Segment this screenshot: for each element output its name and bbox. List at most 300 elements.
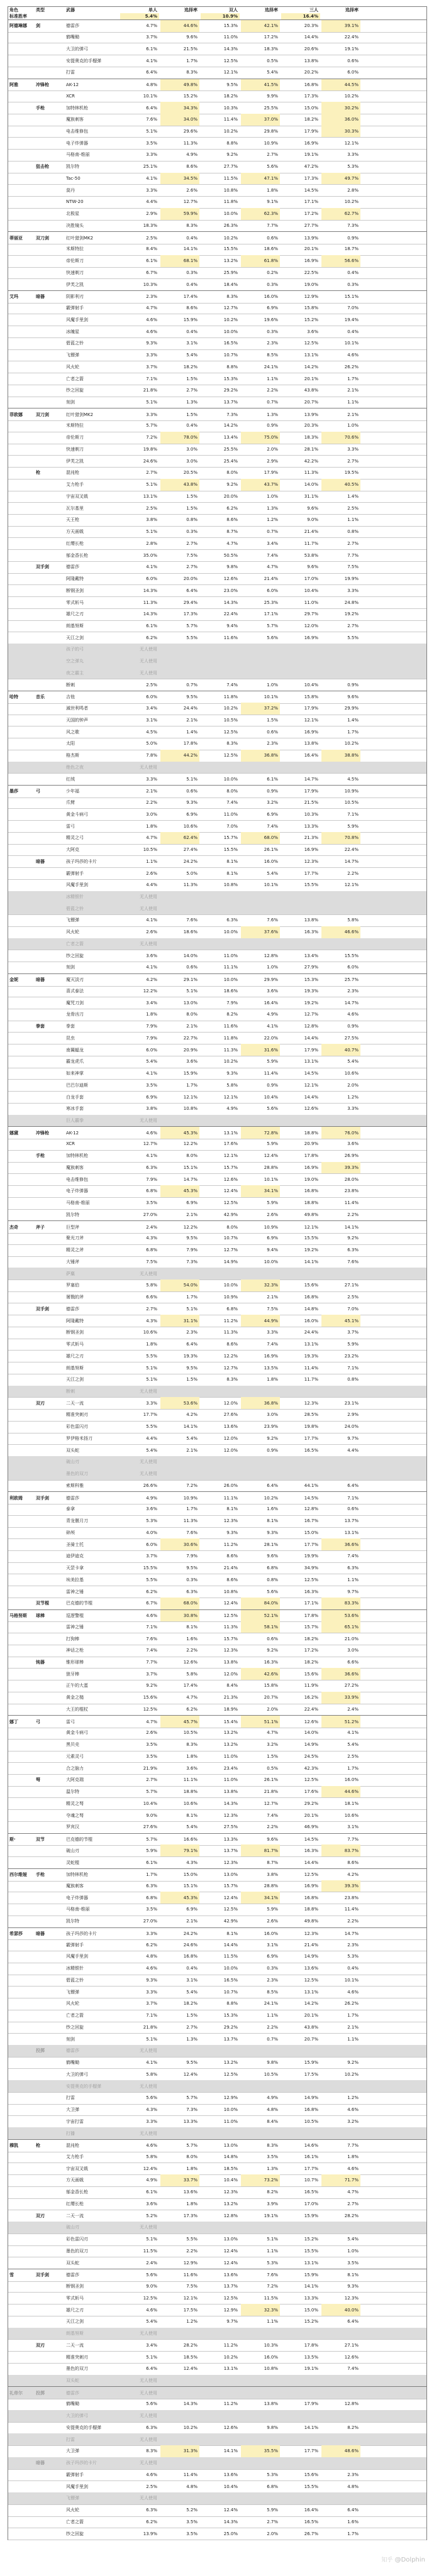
cell-solo-rate: 6.4% (186, 588, 198, 593)
cell-trio: 12.3% (304, 858, 318, 864)
cell-type (36, 2104, 64, 2116)
cell-weapon: 打雷 (66, 2095, 75, 2101)
cell-role (9, 1303, 35, 1315)
cell-solo: 25.1% (143, 164, 157, 170)
cell-trio: 15.5% (304, 882, 318, 888)
cell-type (36, 420, 64, 432)
table-row (8, 408, 426, 421)
cell-duo: 15.5% (223, 246, 238, 252)
cell-trio-rate (321, 2045, 360, 2057)
cell-role (9, 2457, 35, 2469)
table-row (8, 2115, 426, 2128)
cell-duo: 11.2% (223, 2342, 238, 2348)
cell-solo-rate: 17.4% (183, 294, 198, 300)
cell-trio-rate: 11.4% (344, 1907, 359, 1912)
cell-type (36, 1091, 64, 1103)
cell-duo: 13.2% (223, 1730, 238, 1736)
cell-trio-rate: 1.7% (347, 1765, 359, 1771)
table-row (8, 1809, 426, 1822)
cell-trio-rate: 7.1% (347, 1495, 359, 1501)
cell-weapon: 决胜镜头 (66, 222, 84, 228)
cell-duo-rate: 6.9% (267, 1954, 278, 1959)
cell-role (9, 102, 35, 114)
cell-duo: 27.5% (223, 1824, 238, 1830)
cell-weapon: 纱之回旋 (66, 2024, 84, 2030)
cell-duo: 9.5% (226, 82, 238, 88)
table-row (8, 2198, 426, 2211)
cell-solo-rate: 4.7% (186, 1695, 198, 1701)
cell-duo: 12.0% (223, 1435, 238, 1441)
cell-solo-rate (160, 938, 199, 950)
cell-duo-rate: 5.6% (267, 164, 278, 170)
cell-solo-rate (160, 1386, 199, 1398)
cell-duo: 12.2% (223, 1353, 238, 1359)
cell-duo-rate: 7.6% (267, 918, 278, 923)
cell-type (36, 2375, 64, 2387)
table-row (8, 479, 426, 491)
cell-trio-rate: 2.4% (347, 1706, 359, 1712)
cell-type (36, 1645, 64, 1657)
cell-solo-rate: 1.3% (186, 2036, 198, 2042)
cell-role: 西尔维娅 (9, 1872, 27, 1878)
cell-role (9, 302, 35, 314)
table-row (8, 2516, 426, 2529)
cell-solo-rate: 20.9% (183, 1047, 198, 1053)
cell-trio-rate: 9.7% (347, 1589, 359, 1594)
cell-trio: 17.5% (304, 2071, 318, 2077)
cell-solo: 4.1% (146, 175, 157, 181)
cell-role (9, 879, 35, 891)
cell-trio-rate (321, 667, 360, 679)
cell-solo: 3.5% (146, 140, 157, 146)
cell-duo: 10.8% (223, 1589, 238, 1594)
cell-type (36, 2162, 64, 2174)
cell-duo-rate: 4.9% (267, 1012, 278, 1017)
cell-weapon: 雄尺之刃 (66, 2307, 84, 2313)
table-row (8, 2222, 426, 2234)
table-row (8, 1444, 426, 1457)
cell-trio: 18.8% (304, 1130, 318, 1136)
cell-role (9, 1068, 35, 1080)
cell-role (9, 137, 35, 149)
cell-trio-rate: 6.4% (347, 2507, 359, 2513)
cell-weapon: 彩色雷闪刃 (66, 1424, 88, 1430)
cell-duo-rate: 72.8% (241, 1127, 280, 1139)
cell-type (36, 1621, 64, 1633)
cell-duo-rate: 1.0% (267, 682, 278, 688)
cell-type (36, 361, 64, 373)
cell-duo-rate: 0.9% (267, 423, 278, 429)
cell-weapon: 凯尔特 (66, 1919, 79, 1924)
cell-role (9, 1091, 35, 1103)
watermark-author: @Dolphin (394, 2557, 425, 2563)
cell-duo: 25.0% (223, 2531, 238, 2536)
table-row (8, 208, 426, 221)
cell-trio-rate: 28.2% (344, 2213, 359, 2218)
cell-type: 手枪 (36, 1153, 45, 1159)
cell-role (9, 526, 35, 538)
cell-trio: 14.5% (304, 187, 318, 193)
cell-trio: 13.3% (304, 2295, 318, 2301)
cell-duo-rate: 62.3% (241, 208, 280, 220)
standard-duo: 10.9% (201, 13, 240, 19)
table-row (8, 126, 426, 138)
cell-solo: 21.8% (143, 2024, 157, 2030)
cell-weapon: 米斯特拉 (66, 246, 84, 252)
cell-duo: 14.3% (223, 600, 238, 605)
cell-role (9, 1021, 35, 1033)
cell-weapon: 混沌枪 (66, 470, 79, 476)
table-row (8, 2328, 426, 2340)
cell-trio: 17.9% (304, 706, 318, 711)
cell-duo: 27.6% (223, 1412, 238, 1418)
cell-duo-rate: 8.5% (267, 1989, 278, 1995)
cell-weapon: 朗基努斯 (66, 623, 84, 628)
cell-weapon: 风魔手里剑 (66, 1954, 88, 1959)
cell-role (9, 267, 35, 279)
cell-solo: 4.4% (146, 882, 157, 888)
cell-solo: 2.7% (146, 1306, 157, 1312)
cell-solo-rate: 15.9% (183, 1071, 198, 1077)
cell-weapon: 断钢圣剑 (66, 588, 84, 593)
cell-duo: 18.2% (223, 93, 238, 99)
cell-duo-rate: 0.7% (267, 529, 278, 535)
cell-duo-rate: 2.6% (267, 1212, 278, 1217)
cell-trio: 12.1% (304, 1082, 318, 1088)
cell-duo-rate: 16.0% (264, 294, 278, 300)
table-row (8, 914, 426, 927)
cell-duo-rate: 9.2% (267, 1435, 278, 1441)
table-row (8, 879, 426, 892)
cell-solo: 3.8% (146, 1106, 157, 1112)
table-row (8, 1280, 426, 1292)
cell-role: 斯· (9, 1837, 16, 1843)
cell-role (9, 2233, 35, 2245)
table-row (8, 1386, 426, 1398)
cell-solo-rate: 5.2% (186, 2507, 198, 2513)
cell-weapon: 大卫的弹弓 (66, 2413, 88, 2419)
cell-trio-rate: 70.8% (321, 832, 360, 844)
table-row (8, 596, 426, 609)
table-row (8, 444, 426, 456)
cell-solo-rate (160, 2410, 199, 2422)
cell-duo: 11.5% (223, 1954, 238, 1959)
cell-weapon: 绝色之夜 (66, 764, 84, 770)
cell-solo-rate: 30.6% (160, 1538, 199, 1550)
cell-solo-rate (160, 2433, 199, 2445)
cell-role (9, 1975, 35, 1987)
cell-trio: 14.0% (304, 482, 318, 488)
cell-trio-rate: 62.7% (321, 208, 360, 220)
cell-weapon: 风魔手里剑 (66, 2484, 88, 2489)
cell-weapon: 元素灵弓 (66, 1753, 84, 1759)
cell-solo: 5.6% (146, 2401, 157, 2407)
table-row (8, 2162, 426, 2175)
cell-solo-rate: 0.8% (186, 517, 198, 523)
cell-solo: 7.4% (146, 1648, 157, 1653)
table-row (8, 1998, 426, 2010)
cell-type (36, 726, 64, 738)
cell-solo: 5.1% (146, 1365, 157, 1371)
cell-weapon: 巨人霸拳 (66, 1118, 84, 1124)
cell-trio: 14.4% (304, 1860, 318, 1865)
cell-trio-rate: 40.0% (321, 2304, 360, 2316)
cell-duo-rate: 1.5% (267, 717, 278, 723)
cell-trio: 34.9% (304, 1565, 318, 1571)
cell-weapon: 二天一流 (66, 2213, 84, 2218)
cell-trio: 20.1% (304, 376, 318, 381)
cell-type (36, 1103, 64, 1115)
cell-duo: 13.7% (223, 1848, 238, 1853)
cell-type (36, 1362, 64, 1374)
table-row (8, 314, 426, 326)
cell-solo: 3.7% (146, 35, 157, 40)
cell-duo: 14.3% (223, 1800, 238, 1806)
cell-duo: 42.9% (223, 1212, 238, 1217)
cell-duo-rate: 37.6% (241, 926, 280, 938)
cell-trio-rate: 1.4% (347, 493, 359, 499)
cell-weapon: 黑贝壳 (66, 1742, 79, 1748)
cell-solo: 1.7% (146, 1872, 157, 1878)
cell-role (9, 2339, 35, 2351)
cell-role (9, 2186, 35, 2198)
cell-role (9, 2422, 35, 2434)
cell-weapon: Tac-50 (66, 175, 81, 181)
na-label: 无人使用 (140, 906, 157, 911)
cell-duo-rate: 11.5% (264, 2295, 278, 2301)
table-row (8, 573, 426, 586)
cell-role (9, 184, 35, 196)
cell-trio-rate: 13.1% (344, 1530, 359, 1535)
cell-trio (281, 2433, 320, 2445)
cell-trio-rate: 2.2% (347, 1919, 359, 1924)
cell-solo: 3.3% (146, 1400, 157, 1406)
table-row (8, 950, 426, 962)
cell-type: 手枪 (36, 105, 45, 111)
cell-weapon: 凯尔特 (66, 164, 79, 170)
cell-duo: 11.2% (223, 1318, 238, 1324)
table-row (8, 2304, 426, 2316)
cell-trio-rate: 1.0% (347, 2248, 359, 2254)
cell-type: 暗器 (36, 977, 45, 983)
cell-trio-rate: 18.1% (344, 1800, 359, 1806)
cell-duo: 12.5% (223, 729, 238, 735)
cell-trio-rate: 12.6% (344, 2354, 359, 2360)
cell-solo: 3.5% (146, 1742, 157, 1748)
cell-solo: 5.8% (146, 1283, 157, 1288)
na-label: 无人使用 (140, 2436, 157, 2442)
cell-trio-rate: 83.3% (321, 1598, 360, 1609)
cell-duo-rate: 9.3% (267, 1530, 278, 1535)
cell-role (9, 1433, 35, 1445)
cell-weapon: 电击维修包 (66, 1176, 88, 1182)
cell-type (36, 1704, 64, 1716)
cell-type: 弓 (36, 1719, 40, 1724)
cell-weapon: 风火轮 (66, 2507, 79, 2513)
cell-trio (281, 644, 320, 655)
cell-trio-rate (321, 1115, 360, 1127)
cell-role (9, 549, 35, 561)
table-row (8, 750, 426, 762)
cell-weapon: 魔咒刀剑 (66, 1000, 84, 1006)
cell-role (9, 2410, 35, 2422)
cell-duo-rate (241, 2080, 280, 2092)
cell-trio: 10.5% (304, 2118, 318, 2124)
cell-role (9, 514, 35, 526)
cell-solo: 4.4% (146, 1435, 157, 1441)
cell-solo: 2.4% (146, 1224, 157, 1230)
cell-duo: 13.6% (223, 2272, 238, 2278)
cell-duo: 10.0% (223, 1283, 238, 1288)
cell-trio: 12.8% (304, 1506, 318, 1512)
cell-weapon: 朗基努斯 (66, 2331, 84, 2337)
cell-weapon: 大卫的弹弓 (66, 2071, 88, 2077)
cell-type: 双刃 (36, 2213, 45, 2218)
cell-role (9, 844, 35, 856)
cell-solo: 4.4% (146, 199, 157, 205)
cell-trio-rate: 1.2% (347, 1094, 359, 1100)
table-row (8, 2151, 426, 2164)
cell-type (36, 1244, 64, 1256)
cell-role (9, 820, 35, 832)
cell-solo: 7.9% (146, 1024, 157, 1029)
cell-duo: 8.0% (226, 789, 238, 794)
cell-trio-rate (321, 2492, 360, 2504)
table-row (8, 1739, 426, 1751)
cell-trio (281, 2045, 320, 2057)
cell-weapon: 喜式泰法 (66, 988, 84, 994)
cell-duo: 6.2% (226, 505, 238, 511)
cell-role (9, 773, 35, 785)
cell-weapon: 电子炸弹器 (66, 1188, 88, 1194)
cell-role (9, 1657, 35, 1669)
cell-trio (281, 1456, 320, 1468)
cell-role (9, 620, 35, 632)
cell-trio-rate: 27.1% (344, 1283, 359, 1288)
cell-weapon: 聚光刀斧 (66, 1236, 84, 1241)
cell-trio: 15.0% (304, 1530, 318, 1535)
table-row (8, 867, 426, 880)
cell-solo: 4.6% (146, 2307, 157, 2313)
na-label: 无人使用 (140, 2496, 157, 2501)
table-row (8, 397, 426, 409)
cell-weapon: 孩子玛莎的卡片 (66, 1931, 97, 1936)
cell-trio-rate: 65.1% (321, 1621, 360, 1633)
cell-duo-rate: 17.2% (264, 35, 278, 40)
cell-type: 双节 (36, 1837, 45, 1843)
cell-trio-rate: 13.7% (344, 1518, 359, 1524)
cell-duo: 11.3% (223, 1047, 238, 1053)
cell-type (36, 55, 64, 67)
cell-type: 暗器 (36, 294, 45, 300)
cell-duo-rate: 37.2% (241, 703, 280, 715)
cell-solo-rate: 5.0% (186, 870, 198, 876)
table-row (8, 1374, 426, 1386)
cell-role (9, 2304, 35, 2316)
cell-solo-rate: 5.5% (186, 2237, 198, 2242)
cell-duo: 12.3% (223, 1648, 238, 1653)
table-row (8, 726, 426, 738)
na-label: 无人使用 (140, 2390, 157, 2396)
header-duo-rate: 选择率 (265, 8, 278, 13)
cell-solo-rate: 1.7% (186, 1506, 198, 1512)
cell-weapon: 双头蛇 (66, 1447, 79, 1453)
cell-duo-rate: 10.9% (264, 140, 278, 146)
table-row (8, 1244, 426, 1257)
cell-weapon: 碧蓝之铃 (66, 1977, 84, 1983)
cell-role (9, 938, 35, 950)
cell-solo: 12.7% (143, 1141, 157, 1147)
cell-weapon: 马格南-维丽 (66, 152, 90, 158)
cell-duo-rate: 3.2% (267, 1742, 278, 1748)
cell-solo: 5.6% (146, 2095, 157, 2101)
cell-solo-rate: 1.8% (186, 2166, 198, 2171)
cell-role: 阿德琳娜 (9, 23, 27, 29)
cell-solo-rate: 1.2% (186, 2319, 198, 2325)
cell-solo: 7.6% (146, 1636, 157, 1642)
cell-trio-rate (321, 2387, 360, 2399)
cell-weapon: 刻剑 (66, 2036, 75, 2042)
cell-role (9, 797, 35, 809)
cell-weapon: 大阿克瑞 (66, 1777, 84, 1783)
cell-duo-rate: 10.9% (264, 1224, 278, 1230)
cell-trio: 43.8% (304, 2024, 318, 2030)
cell-weapon: 加特林机枪 (66, 1153, 88, 1159)
cell-trio: 15.9% (304, 2213, 318, 2218)
cell-solo: 5.6% (146, 2272, 157, 2278)
cell-trio: 15.5% (304, 2248, 318, 2254)
cell-trio: 12.5% (304, 1872, 318, 1878)
cell-trio: 21.3% (304, 835, 318, 841)
cell-type (36, 1068, 64, 1080)
cell-solo-rate: 0.4% (186, 235, 198, 241)
table-row (8, 2469, 426, 2482)
cell-solo-rate: 3.0% (186, 458, 198, 464)
table-row (8, 196, 426, 209)
cell-trio-rate: 56.6% (321, 255, 360, 267)
cell-trio-rate: 10.6% (344, 1071, 359, 1077)
cell-type: 暗器 (36, 2460, 45, 2466)
cell-duo-rate: 6.8% (267, 1565, 278, 1571)
cell-solo: 4.7% (146, 23, 157, 29)
table-row (8, 1715, 426, 1728)
cell-trio-rate: 9.2% (347, 2060, 359, 2066)
cell-solo-rate: 15.1% (183, 1165, 198, 1170)
cell-solo-rate (160, 2387, 199, 2399)
cell-trio-rate: 2.1% (347, 388, 359, 393)
cell-weapon: 天罡卡拿 (66, 1565, 84, 1571)
cell-solo-rate: 4.8% (186, 2484, 198, 2489)
cell-weapon: 魔族刺客 (66, 117, 84, 123)
cell-solo-rate: 1.5% (186, 376, 198, 381)
cell-role (9, 2316, 35, 2328)
cell-solo: 27.6% (143, 1824, 157, 1830)
cell-role (9, 361, 35, 373)
cell-role: 艾玛 (9, 294, 18, 300)
cell-duo: 12.4% (223, 2507, 238, 2513)
cell-weapon: 红叶猎剑MK2 (66, 235, 94, 241)
cell-trio: 20.1% (304, 246, 318, 252)
cell-weapon: 风之歌 (66, 729, 79, 735)
cell-role (9, 149, 35, 161)
cell-duo: 15.3% (223, 2013, 238, 2019)
table-row (8, 1433, 426, 1445)
cell-solo: 12.5% (143, 2295, 157, 2301)
cell-trio-rate: 29.9% (344, 706, 359, 711)
cell-weapon: 大王的棍杖 (66, 1706, 88, 1712)
cell-weapon: 朗基努斯 (66, 1365, 84, 1371)
cell-weapon: 魔族刺客 (66, 1165, 84, 1170)
